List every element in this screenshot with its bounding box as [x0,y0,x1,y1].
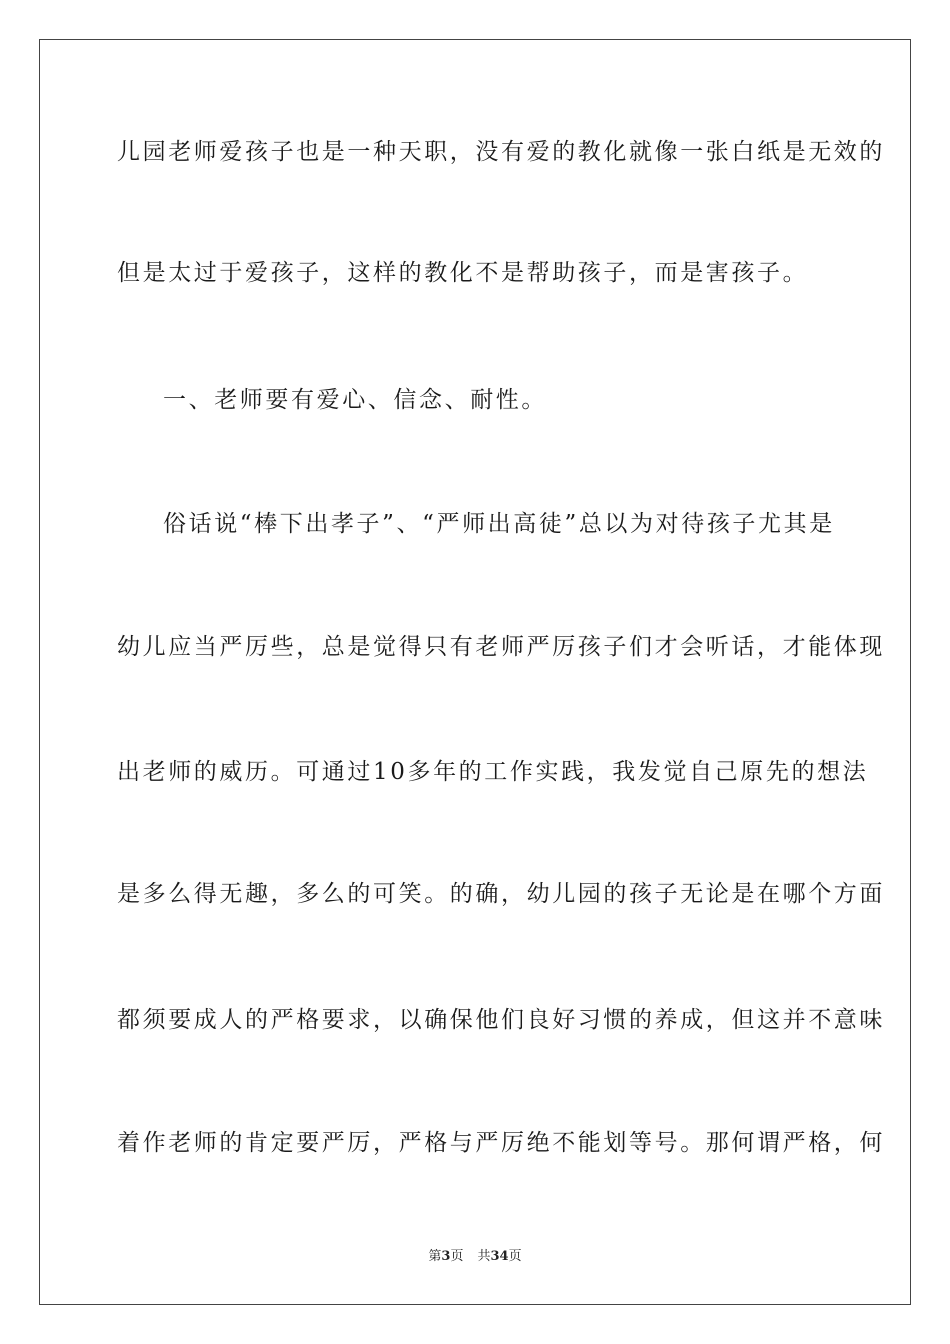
total-pages-suffix: 页 [508,1249,522,1264]
section-heading: 一、老师要有爱心、信念、耐性。 [163,387,547,413]
page-number-prefix: 第 [428,1249,442,1264]
page-footer [0,1245,950,1264]
body-text-line: 但是太过于爱孩子，这样的教化不是帮助孩子，而是害孩子。 [117,260,809,286]
body-text-line: 出老师的威历。可通过10多年的工作实践，我发觉自己原先的想法 [117,759,869,785]
page-number-suffix: 页 [450,1249,464,1264]
body-text-line: 儿园老师爱孩子也是一种天职，没有爱的教化就像一张白纸是无效的 [117,139,885,165]
page-number: 3 [441,1249,451,1264]
total-pages-prefix: 共 [477,1249,491,1264]
body-text-line: 俗话说“棒下出孝子”、“严师出高徒”总以为对待孩子尤其是 [163,511,835,537]
page-border [39,39,911,1305]
body-text-line: 着作老师的肯定要严厉，严格与严厉绝不能划等号。那何谓严格，何 [117,1130,885,1156]
body-text-line: 幼儿应当严厉些，总是觉得只有老师严厉孩子们才会听话，才能体现 [117,634,885,660]
body-text-line: 都须要成人的严格要求，以确保他们良好习惯的养成，但这并不意味 [117,1007,885,1033]
total-pages: 34 [490,1249,509,1264]
body-text-line: 是多么得无趣，多么的可笑。的确，幼儿园的孩子无论是在哪个方面 [117,881,885,907]
